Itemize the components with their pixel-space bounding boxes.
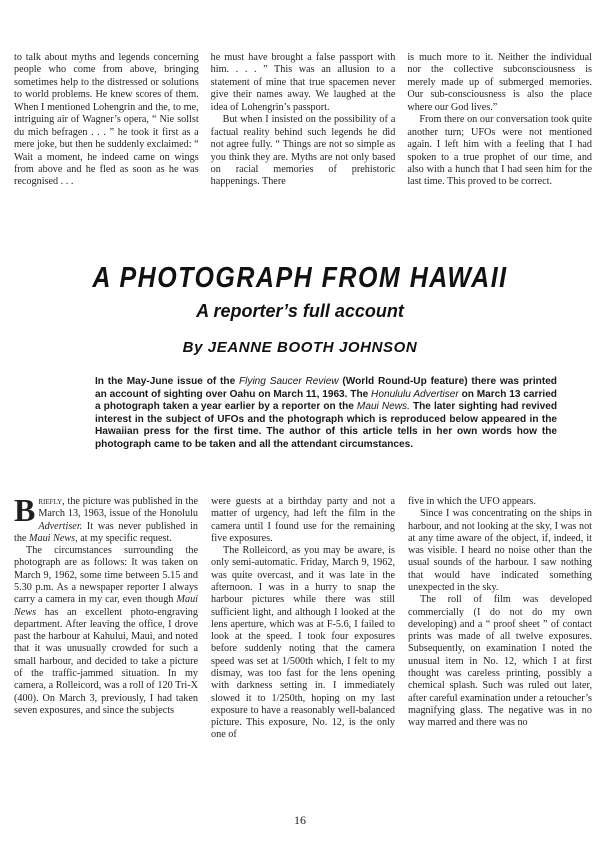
text: the picture was published in the March 13, 1963, issue of the Honolulu: [38, 496, 198, 520]
italic-text: Advertiser.: [38, 520, 83, 532]
paragraph: were guests at a birthday party and not a matter of urgency, had left the film in the camera until I found use for the remaining five exposures.: [211, 496, 395, 544]
paragraph: he must have brought a false passport with him. . . . ” This was an allusion to a statement of mine that true spacemen never give their names away. We laughed at the idea of Lohengrin’s passport.: [210, 52, 396, 113]
italic-text: Maui News: [14, 594, 198, 618]
drop-cap: B: [14, 492, 36, 528]
article-byline: By JEANNE BOOTH JOHNSON: [182, 339, 418, 356]
paragraph: The Rolleicord, as you may be aware, is only semi-automatic. Friday, March 9, 1962, was quite overcast, and it was late in the afternoon. I was in a hurry to snap the harbour pictures while there was still sufficient light, and although I looked at the lens aperture, which was at F-5.6, I failed to look at the speed. I took four exposures before suddenly noting that the camera speed was set at 1/500th which, I felt to my dismay, was too fast for the lens opening with darkness setting in. I immediately slowed it to 1/250th, hoping on my last exposure to have a reasonably well-balanced picture. This exposure, No. 12, is the only one of: [211, 545, 395, 741]
text: has an excellent photo-engraving department. After leaving the office, I drove past the harbour at Kahului, Maui, and noted that it was unusually crowded for such a small harbour, and decided to take a picture of the traffic-jammed situation. In my camera, a Rolleicord, was a roll of 120 Tri-X (400). On March 3, previously, I had taken seven exposures, and since the subjects: [14, 606, 198, 716]
paragraph: The roll of film was developed commercially (I do not do my own developing) and a “ proof sheet ” of contact prints was made of all twelve exposures. Subsequently, on examination I noted the unusual item in No. 12, which I at first thought was careless printing, possibly a chemical splash. Such was ruled out later, after careful examination under a retoucher’s magnifying glass. The negative was in no way marred and there was no: [408, 594, 592, 729]
intro-italic: Honululu Advertiser: [371, 388, 459, 400]
text: at my specific request.: [77, 532, 172, 544]
article-body: [14, 492, 592, 742]
intro-text: In the May-June issue of the: [95, 376, 239, 387]
paragraph: But when I insisted on the possibility of a factual reality behind such legends he did not agree fully. “ Things are not so simple as you think they are. Myths are not only based on racial memories of prehistoric happenings. There: [210, 114, 396, 188]
paragraph: Since I was concentrating on the ships in harbour, and not looking at the sky, I was not at any time aware of the object, if, indeed, it was visible. I heard no noise other than the usual sounds of the harbour. I saw nothing that would have indicated something unexpected in the sky.: [408, 508, 592, 593]
paragraph: five in which the UFO appears.: [408, 496, 536, 507]
intro-text: on March 13 carried a photograph taken a year earlier by a reporter on the: [95, 388, 557, 413]
intro-text: (World Round-Up feature) there was printed an account of sighting over Oahu on March 11, 1963. The: [95, 376, 557, 400]
intro-italic: Flying Saucer Review: [238, 376, 339, 387]
article-subtitle: A reporter’s full account: [196, 301, 404, 321]
continued-article: [14, 52, 592, 189]
italic-text: Maui News,: [29, 532, 78, 544]
article-title: [0, 261, 600, 295]
article-intro: [95, 376, 557, 452]
body-column-2: [211, 496, 395, 742]
body-column-3: [408, 496, 592, 742]
paragraph: to talk about myths and legends concerning people who come from above, bringing sometimes help to the distressed or solutions to world problems. He knew scores of them. When I mentioned Lohengrin and the, to me, intriguing air of Wagner’s opera, “ Nie sollst du mich befragen . . . ” he took it first as a mere joke, but then he suddenly exclaimed: “ Wait a moment, he indeed came on wings from above and he fled as soon as he was recognised . . .: [14, 52, 199, 188]
paragraph: [14, 492, 198, 545]
intro-text: The later sighting had revived interest in the subject of UFOs and the photograph which is reproduced below appeared in the Hawaiian press for the first time. The author of this article tells in her own words how the photograph came to be taken and all the attendant circumstances.: [95, 401, 557, 451]
first-word: riefly,: [38, 496, 65, 507]
text: It was never published in the: [14, 520, 198, 544]
paragraph: From there on our conversation took quite another turn; UFOs were not mentioned again. I left him with a feeling that I had spoken to a true prophet of our time, and also with a hunch that I had seen him for the last time. This proved to be correct.: [407, 114, 593, 188]
top-column-3: [407, 52, 592, 189]
body-column-1: [14, 492, 198, 742]
intro-italic: Maui News.: [356, 401, 410, 413]
top-column-2: [211, 52, 396, 189]
paragraph: [14, 545, 198, 717]
paragraph: is much more to it. Neither the individual nor the collective subconsciousness is merely made up of submerged memories. Our sub-consciousness is also the place where our God lives.”: [407, 52, 593, 113]
page-number: 16: [294, 813, 306, 827]
top-column-1: [14, 52, 199, 189]
text: The circumstances surrounding the photograph are as follows: It was taken on March 9, 1962, some time between 5.15 and 5.30 p.m. As a newspaper reporter I always carry a camera in my car, even though: [14, 545, 198, 606]
title-text: A PHOTOGRAPH FROM HAWAII: [92, 261, 508, 295]
